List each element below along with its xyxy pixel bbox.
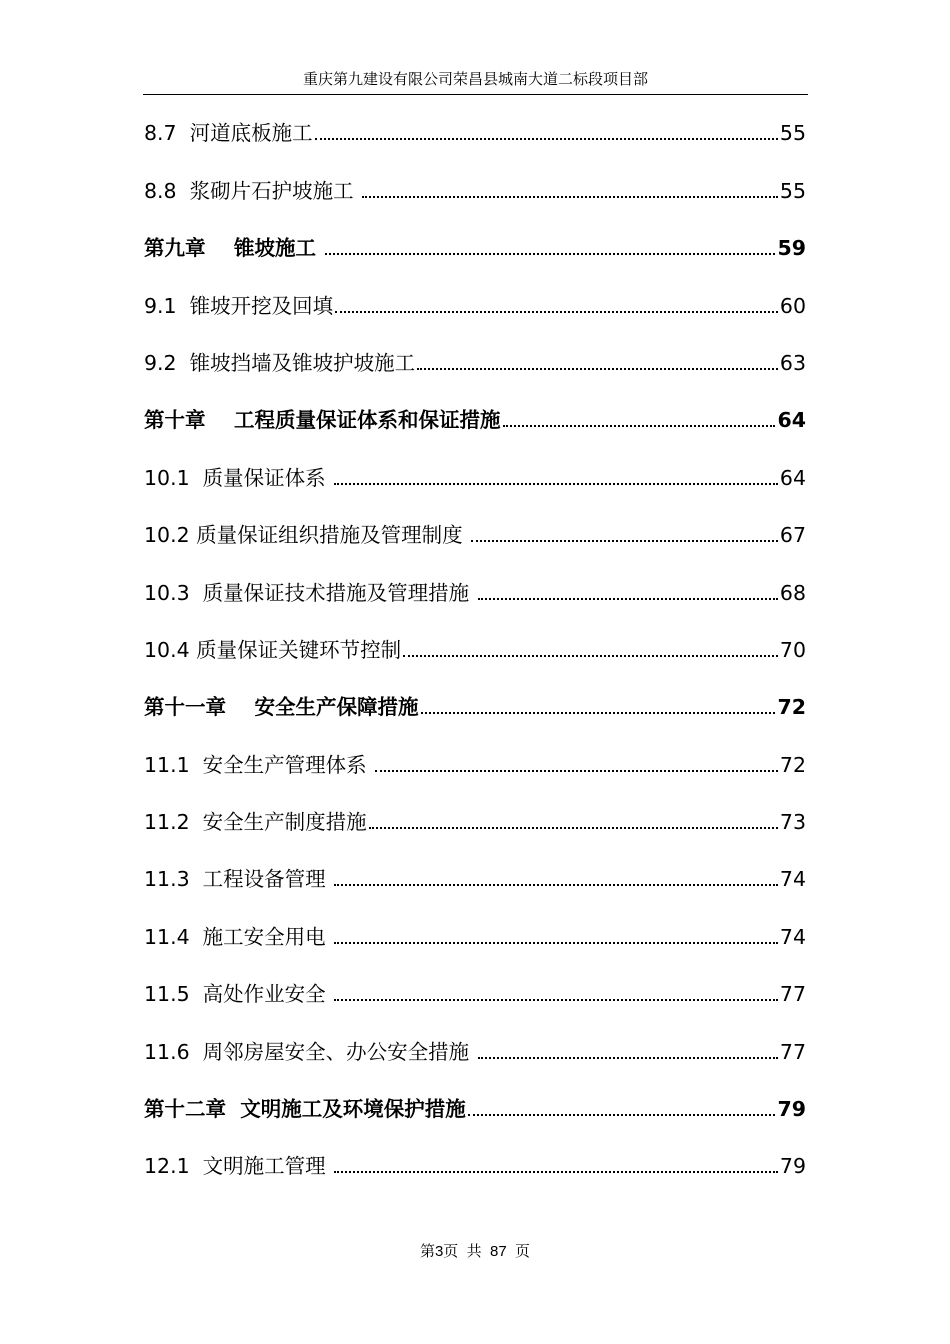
- toc-section-entry[interactable]: [144, 336, 806, 393]
- toc-page-number: 70: [779, 637, 806, 662]
- toc-dot-leader: [421, 712, 776, 714]
- toc-dot-leader: [334, 942, 778, 944]
- toc-dot-leader: [468, 1114, 776, 1116]
- toc-page-number: 59: [777, 236, 806, 261]
- toc-entry-title: 9.1 锥坡开挖及回填: [144, 293, 334, 318]
- header-divider: [143, 94, 808, 95]
- toc-dot-leader: [503, 425, 776, 427]
- toc-section-entry[interactable]: [144, 450, 806, 507]
- toc-page-number: 60: [779, 293, 806, 318]
- toc-entry-title: 10.4 质量保证关键环节控制: [144, 637, 402, 662]
- toc-dot-leader: [334, 999, 778, 1001]
- toc-section-entry[interactable]: [144, 909, 806, 966]
- toc-dot-leader: [478, 598, 778, 600]
- table-of-contents: [144, 106, 806, 1196]
- toc-page-number: 55: [779, 121, 806, 146]
- toc-entry-title: 第十二章 文明施工及环境保护措施: [144, 1097, 466, 1122]
- toc-section-entry[interactable]: [144, 852, 806, 909]
- toc-dot-leader: [375, 770, 778, 772]
- toc-chapter-entry[interactable]: [144, 680, 806, 737]
- toc-page-number: 55: [779, 178, 806, 203]
- toc-section-entry[interactable]: [144, 163, 806, 220]
- toc-page-number: 63: [779, 350, 806, 375]
- toc-section-entry[interactable]: [144, 106, 806, 163]
- toc-dot-leader: [315, 138, 778, 140]
- toc-page-number: 64: [779, 465, 806, 490]
- toc-entry-title: 10.3 质量保证技术措施及管理措施: [144, 580, 476, 605]
- toc-dot-leader: [334, 1171, 778, 1173]
- toc-dot-leader: [369, 827, 778, 829]
- toc-dot-leader: [403, 655, 778, 657]
- toc-page-number: 77: [779, 1039, 806, 1064]
- page-footer: 第3页 共 87 页: [419, 1243, 531, 1260]
- toc-section-entry[interactable]: [144, 565, 806, 622]
- toc-page-number: 74: [779, 924, 806, 949]
- toc-page-number: 73: [779, 810, 806, 835]
- toc-dot-leader: [478, 1057, 778, 1059]
- toc-page-number: 72: [779, 752, 806, 777]
- toc-section-entry[interactable]: [144, 737, 806, 794]
- toc-entry-title: 8.8 浆砌片石护坡施工: [144, 178, 361, 203]
- toc-dot-leader: [335, 311, 778, 313]
- toc-entry-title: 11.5 高处作业安全: [144, 982, 333, 1007]
- toc-entry-title: 第十章 工程质量保证体系和保证措施: [144, 408, 501, 433]
- toc-section-entry[interactable]: [144, 623, 806, 680]
- toc-entry-title: 第九章 锥坡施工: [144, 236, 324, 261]
- toc-entry-title: 12.1 文明施工管理: [144, 1154, 333, 1179]
- toc-entry-title: 8.7 河道底板施工: [144, 121, 313, 146]
- toc-page-number: 79: [779, 1154, 806, 1179]
- toc-section-entry[interactable]: [144, 795, 806, 852]
- toc-entry-title: 11.1 安全生产管理体系: [144, 752, 374, 777]
- toc-entry-title: 10.2 质量保证组织措施及管理制度: [144, 523, 470, 548]
- toc-entry-title: 11.3 工程设备管理: [144, 867, 333, 892]
- toc-entry-title: 11.2 安全生产制度措施: [144, 810, 367, 835]
- toc-page-number: 72: [777, 695, 806, 720]
- toc-dot-leader: [334, 884, 778, 886]
- toc-page-number: 64: [777, 408, 806, 433]
- toc-chapter-entry[interactable]: [144, 393, 806, 450]
- toc-page-number: 68: [779, 580, 806, 605]
- toc-dot-leader: [417, 368, 778, 370]
- toc-page-number: 79: [777, 1097, 806, 1122]
- toc-chapter-entry[interactable]: [144, 221, 806, 278]
- toc-section-entry[interactable]: [144, 967, 806, 1024]
- toc-page-number: 74: [779, 867, 806, 892]
- toc-dot-leader: [471, 540, 778, 542]
- toc-page-number: 77: [779, 982, 806, 1007]
- toc-section-entry[interactable]: [144, 278, 806, 335]
- toc-section-entry[interactable]: [144, 1024, 806, 1081]
- toc-entry-title: 11.4 施工安全用电: [144, 924, 333, 949]
- toc-entry-title: 第十一章 安全生产保障措施: [144, 695, 419, 720]
- toc-entry-title: 10.1 质量保证体系: [144, 465, 333, 490]
- toc-entry-title: 11.6 周邻房屋安全、办公安全措施: [144, 1039, 476, 1064]
- toc-dot-leader: [325, 253, 775, 255]
- toc-page-number: 67: [779, 523, 806, 548]
- toc-entry-title: 9.2 锥坡挡墙及锥坡护坡施工: [144, 350, 416, 375]
- toc-section-entry[interactable]: [144, 1139, 806, 1196]
- toc-chapter-entry[interactable]: [144, 1082, 806, 1139]
- toc-section-entry[interactable]: [144, 508, 806, 565]
- toc-dot-leader: [362, 196, 778, 198]
- page-header: 重庆第九建设有限公司荣昌县城南大道二标段项目部: [302, 71, 648, 88]
- toc-dot-leader: [334, 483, 778, 485]
